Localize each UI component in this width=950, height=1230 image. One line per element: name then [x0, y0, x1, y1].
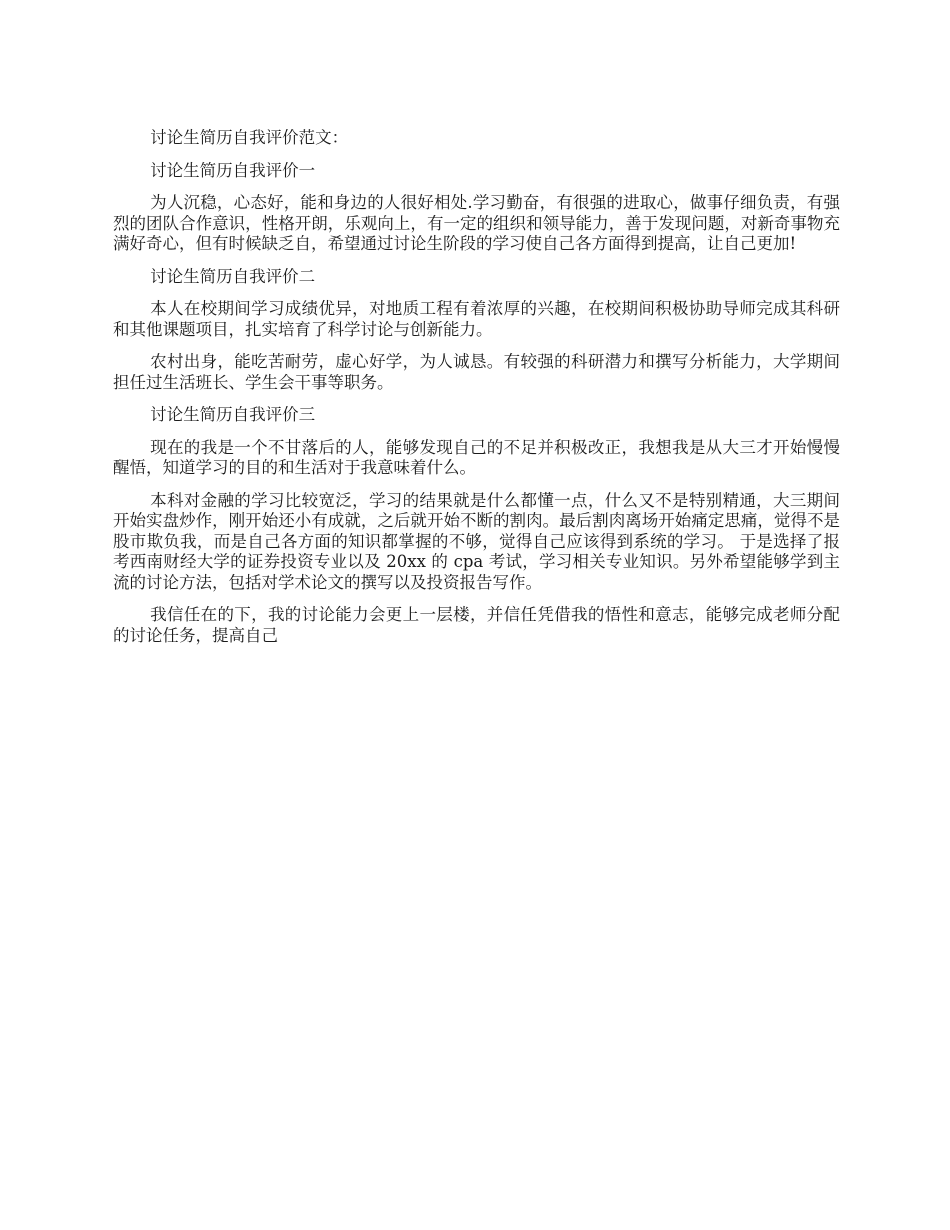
section-heading-3: 讨论生简历自我评价三 [150, 405, 316, 424]
paragraph: 现在的我是一个不甘落后的人，能够发现自己的不足并积极改正，我想我是从大三才开始慢慢醒悟，知道学习的目的和生活对于我意味着什么。 [113, 437, 840, 477]
document-title: 讨论生简历自我评价范文： [150, 128, 349, 147]
paragraph: 为人沉稳，心态好，能和身边的人很好相处.学习勤奋，有很强的进取心，做事仔细负责，有强烈的团队合作意识，性格开朗，乐观向上，有一定的组织和领导能力，善于发现问题，对新奇事物充满好奇心，但有时候缺乏自，希望通过讨论生阶段的学习使自己各方面得到提高，让自己更加! [113, 193, 840, 253]
section-heading-2: 讨论生简历自我评价二 [150, 266, 316, 286]
section-heading-1: 讨论生简历自我评价一 [150, 160, 316, 180]
paragraph: 本人在校期间学习成绩优异，对地质工程有着浓厚的兴趣，在校期间积极协助导师完成其科研和其他课题项目，扎实培育了科学讨论与创新能力。 [113, 299, 840, 339]
paragraph: 农村出身，能吃苦耐劳，虚心好学，为人诚恳。有较强的科研潜力和撰写分析能力，大学期间担任过生活班长、学生会干事等职务。 [113, 352, 840, 392]
paragraph: 我信任在的下，我的讨论能力会更上一层楼，并信任凭借我的悟性和意志，能够完成老师分配的讨论任务，提高自己 [113, 605, 840, 645]
paragraph: 本科对金融的学习比较宽泛，学习的结果就是什么都懂一点，什么又不是特别精通，大三期间开始实盘炒作，刚开始还小有成就，之后就开始不断的割肉。最后割肉离场开始痛定思痛，觉得不是股市欺负我，而是自己各方面的知识都掌握的不够，觉得自己应该得到系统的学习。 于是选择了报考西南财经大学的证券投资专业以及 20xx 的 cpa 考试，学习相关专业知识。另外希望能够学到主流的讨论方法，包括对学术论文的撰写以及投资报告写作。 [113, 490, 840, 592]
document-page [113, 128, 840, 658]
